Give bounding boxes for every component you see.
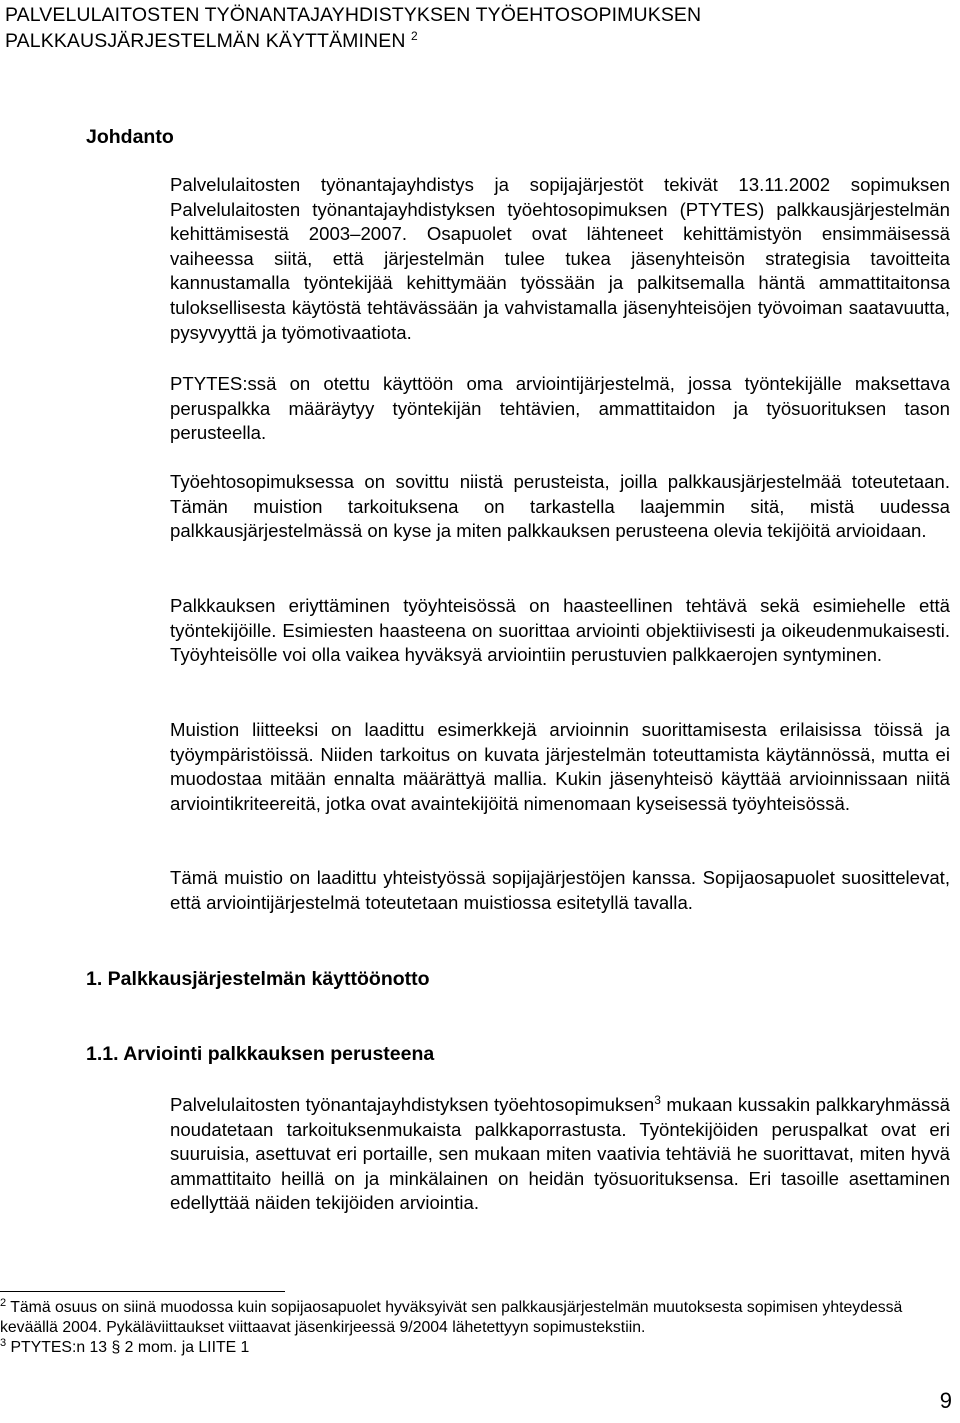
header-line-2 [5,28,905,54]
footnote-2 [0,1298,950,1338]
paragraph-2: PTYTES:ssä on otettu käyttöön oma arviointijärjestelmä, jossa työntekijälle maksettava peruspalkka määräytyy työntekijän tehtävien, ammattitaidon ja työsuorituksen tason perusteella. [170,373,950,444]
footnote-text: Tämä osuus on siinä muodossa kuin sopijaosapuolet hyväksyivät sen palkkausjärjestelmän muutoksesta sopimisen yhteydessä keväällä 2004. Pykäläviittaukset viittaavat jäsenkirjeessä 9/2004 lähetettyyn sopimustekstiin. [0,1299,903,1336]
section-1-1-heading: 1.1. Arviointi palkkauksen perusteena [86,1043,435,1065]
footnote-number: 3 [0,1337,7,1349]
footnote-text: PTYTES:n 13 § 2 mom. ja LIITE 1 [6,1339,250,1356]
section-1-1-text-end: mukaan kussakin palkkaryhmässä noudatetaan tarkoituksenmukaista palkkaporrastusta. Työntekijöiden peruspalkat ovat eri suuruisia, asettuvat eri portaille, sen mukaan miten vaativia tehtäviä he suorittavat, miten hyvä ammattitaito heillä on ja minkälainen on heidän työsuorituksensa. Eri tasoille asettaminen edellyttää näiden tekijöiden arviointia. [170,1094,950,1214]
section-1-heading: 1. Palkkausjärjestelmän käyttöönotto [86,968,430,990]
document-header [5,2,905,54]
footnote-ref-2[interactable]: 2 [411,29,418,43]
footnote-3 [0,1338,950,1358]
paragraph-4: Palkkauksen eriyttäminen työyhteisössä on haasteellinen tehtävä sekä esimiehelle että työntekijöille. Esimiesten haasteena on suorittaa arviointi objektiivisesti ja oikeudenmukaisesti. Työyhteisölle voi olla vaikea hyväksyä arviointiin perustuvien palkkaerojen syntyminen. [170,595,950,666]
footnote-number: 2 [0,1297,7,1309]
header-line-1: PALVELULAITOSTEN TYÖNANTAJAYHDISTYKSEN TYÖEHTOSOPIMUKSEN [5,4,702,26]
footnote-ref-3[interactable]: 3 [654,1093,661,1107]
paragraph-3: Työehtosopimuksessa on sovittu niistä perusteista, joilla palkkausjärjestelmää toteutetaan. Tämän muistion tarkoituksena on tarkastella laajemmin sitä, mistä uudessa palkkausjärjestelmässä on kyse ja miten palkkauksen perusteena olevia tekijöitä arvioidaan. [170,471,950,542]
section-1-1-paragraph [170,1093,950,1216]
footnote-divider [0,1291,285,1292]
paragraph-1: Palvelulaitosten työnantajayhdistys ja sopijajärjestöt tekivät 13.11.2002 sopimuksen Palvelulaitosten työnantajayhdistyksen työehtosopimuksen (PTYTES) palkkausjärjestelmän kehittämisestä 2003–2007. Osapuolet ovat lähteneet kehittämistyön ensimmäisessä vaiheessa siitä, että järjestelmän tulee tukea jäsenyhteisön strategisia tavoitteita kannustamalla työntekijää kehittymään työssään ja palkitsemalla häntä ammattitaitonsa tuloksellisesta käytöstä tehtävässään ja vahvistamalla jäsenyhteisöjen työvoiman saatavuutta, pysyvyyttä ja työmotivaatiota. [170,174,950,343]
paragraph-6: Tämä muistio on laadittu yhteistyössä sopijajärjestöjen kanssa. Sopijaosapuolet suosittelevat, että arviointijärjestelmä toteutetaan muistiossa esitetyllä tavalla. [170,867,950,913]
intro-heading: Johdanto [86,126,174,148]
header-line-2-text: PALKKAUSJÄRJESTELMÄN KÄYTTÄMINEN [5,30,406,52]
footnotes [0,1298,950,1358]
section-1-1-text-start: Palvelulaitosten työnantajayhdistyksen työehtosopimuksen [170,1094,655,1115]
page-number: 9 [939,1388,952,1413]
paragraph-5: Muistion liitteeksi on laadittu esimerkkejä arvioinnin suorittamisesta erilaisissa töissä ja työympäristöissä. Niiden tarkoitus on kuvata järjestelmän toteuttamista käytännössä, mutta ei muodostaa mitään ennalta määrättyä mallia. Kukin jäsenyhteisö käyttää arvioinnissaan niitä arviointikriteereitä, jotka ovat avaintekijöitä nimenomaan kyseisessä työyhteisössä. [170,719,950,814]
